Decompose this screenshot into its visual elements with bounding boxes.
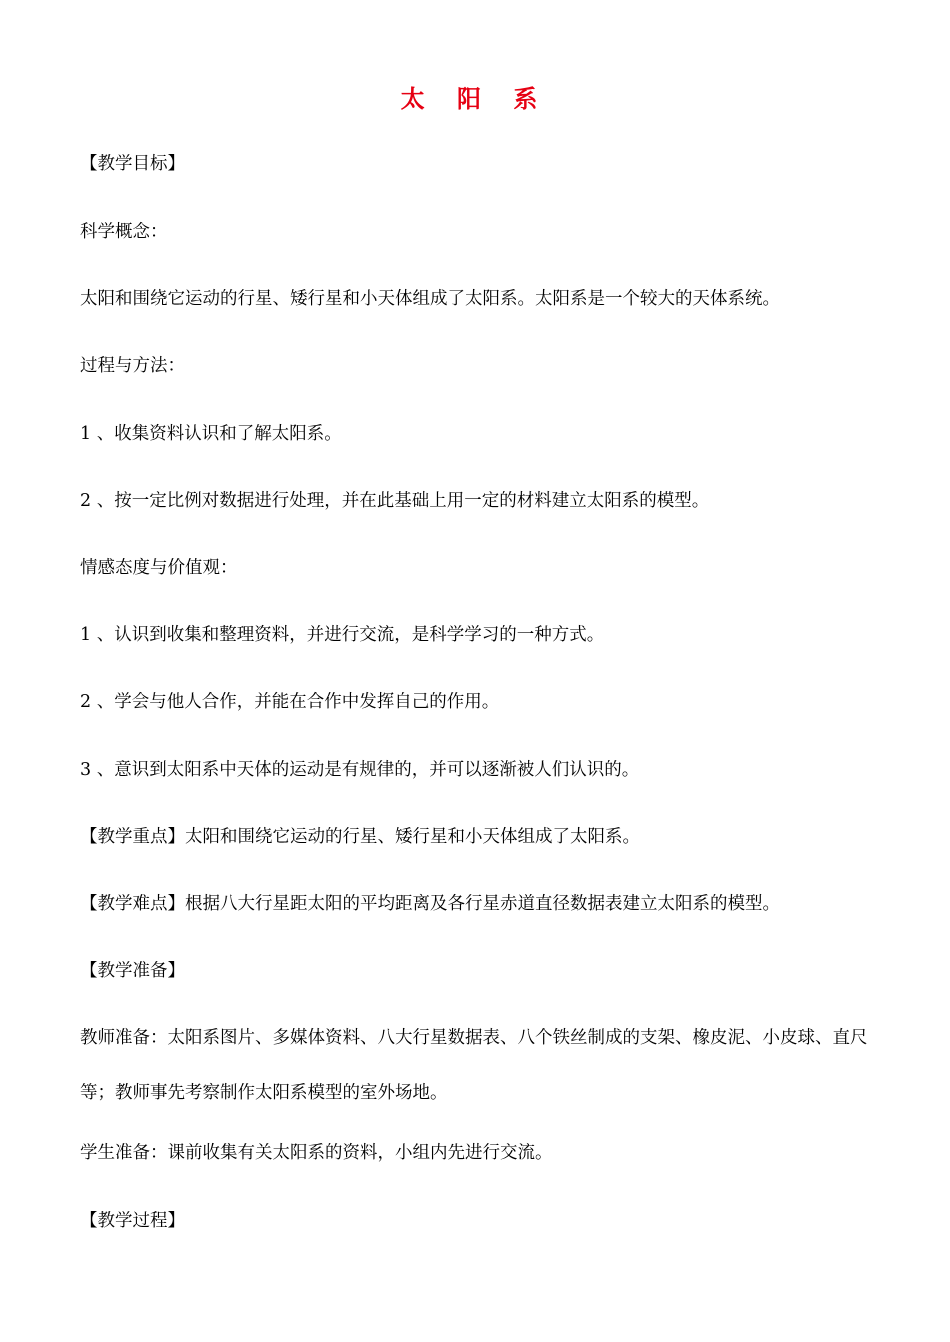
- paragraph-teaching-focus: 【教学重点】太阳和围绕它运动的行星、矮行星和小天体组成了太阳系。: [80, 827, 640, 847]
- paragraph-science-concept: 太阳和围绕它运动的行星、矮行星和小天体组成了太阳系。太阳系是一个较大的天体系统。: [80, 289, 780, 309]
- subheading-process-method: 过程与方法：: [80, 356, 185, 376]
- subheading-attitude-values: 情感态度与价值观：: [80, 558, 238, 578]
- list-item-attitude-3: 3 、意识到太阳系中天体的运动是有规律的，并可以逐渐被人们认识的。: [80, 760, 640, 780]
- paragraph-teacher-preparation: 教师准备：太阳系图片、多媒体资料、八大行星数据表、八个铁丝制成的支架、橡皮泥、小皮球、直尺等；教师事先考察制作太阳系模型的室外场地。: [80, 1028, 868, 1103]
- subheading-science-concept: 科学概念：: [80, 222, 168, 242]
- list-item-attitude-2: 2 、学会与他人合作，并能在合作中发挥自己的作用。: [80, 692, 500, 712]
- list-item-attitude-1: 1 、认识到收集和整理资料，并进行交流，是科学学习的一种方式。: [80, 625, 605, 645]
- list-item-process-1: 1 、收集资料认识和了解太阳系。: [80, 424, 342, 444]
- document-title: 太 阳 系: [400, 84, 550, 113]
- paragraph-teaching-difficulty: 【教学难点】根据八大行星距太阳的平均距离及各行星赤道直径数据表建立太阳系的模型。: [80, 894, 780, 914]
- paragraph-student-preparation: 学生准备：课前收集有关太阳系的资料，小组内先进行交流。: [80, 1143, 553, 1163]
- section-heading-teaching-process: 【教学过程】: [80, 1211, 185, 1231]
- list-item-process-2: 2 、按一定比例对数据进行处理，并在此基础上用一定的材料建立太阳系的模型。: [80, 491, 710, 511]
- section-heading-teaching-goals: 【教学目标】: [80, 154, 185, 174]
- section-heading-teaching-preparation: 【教学准备】: [80, 961, 185, 981]
